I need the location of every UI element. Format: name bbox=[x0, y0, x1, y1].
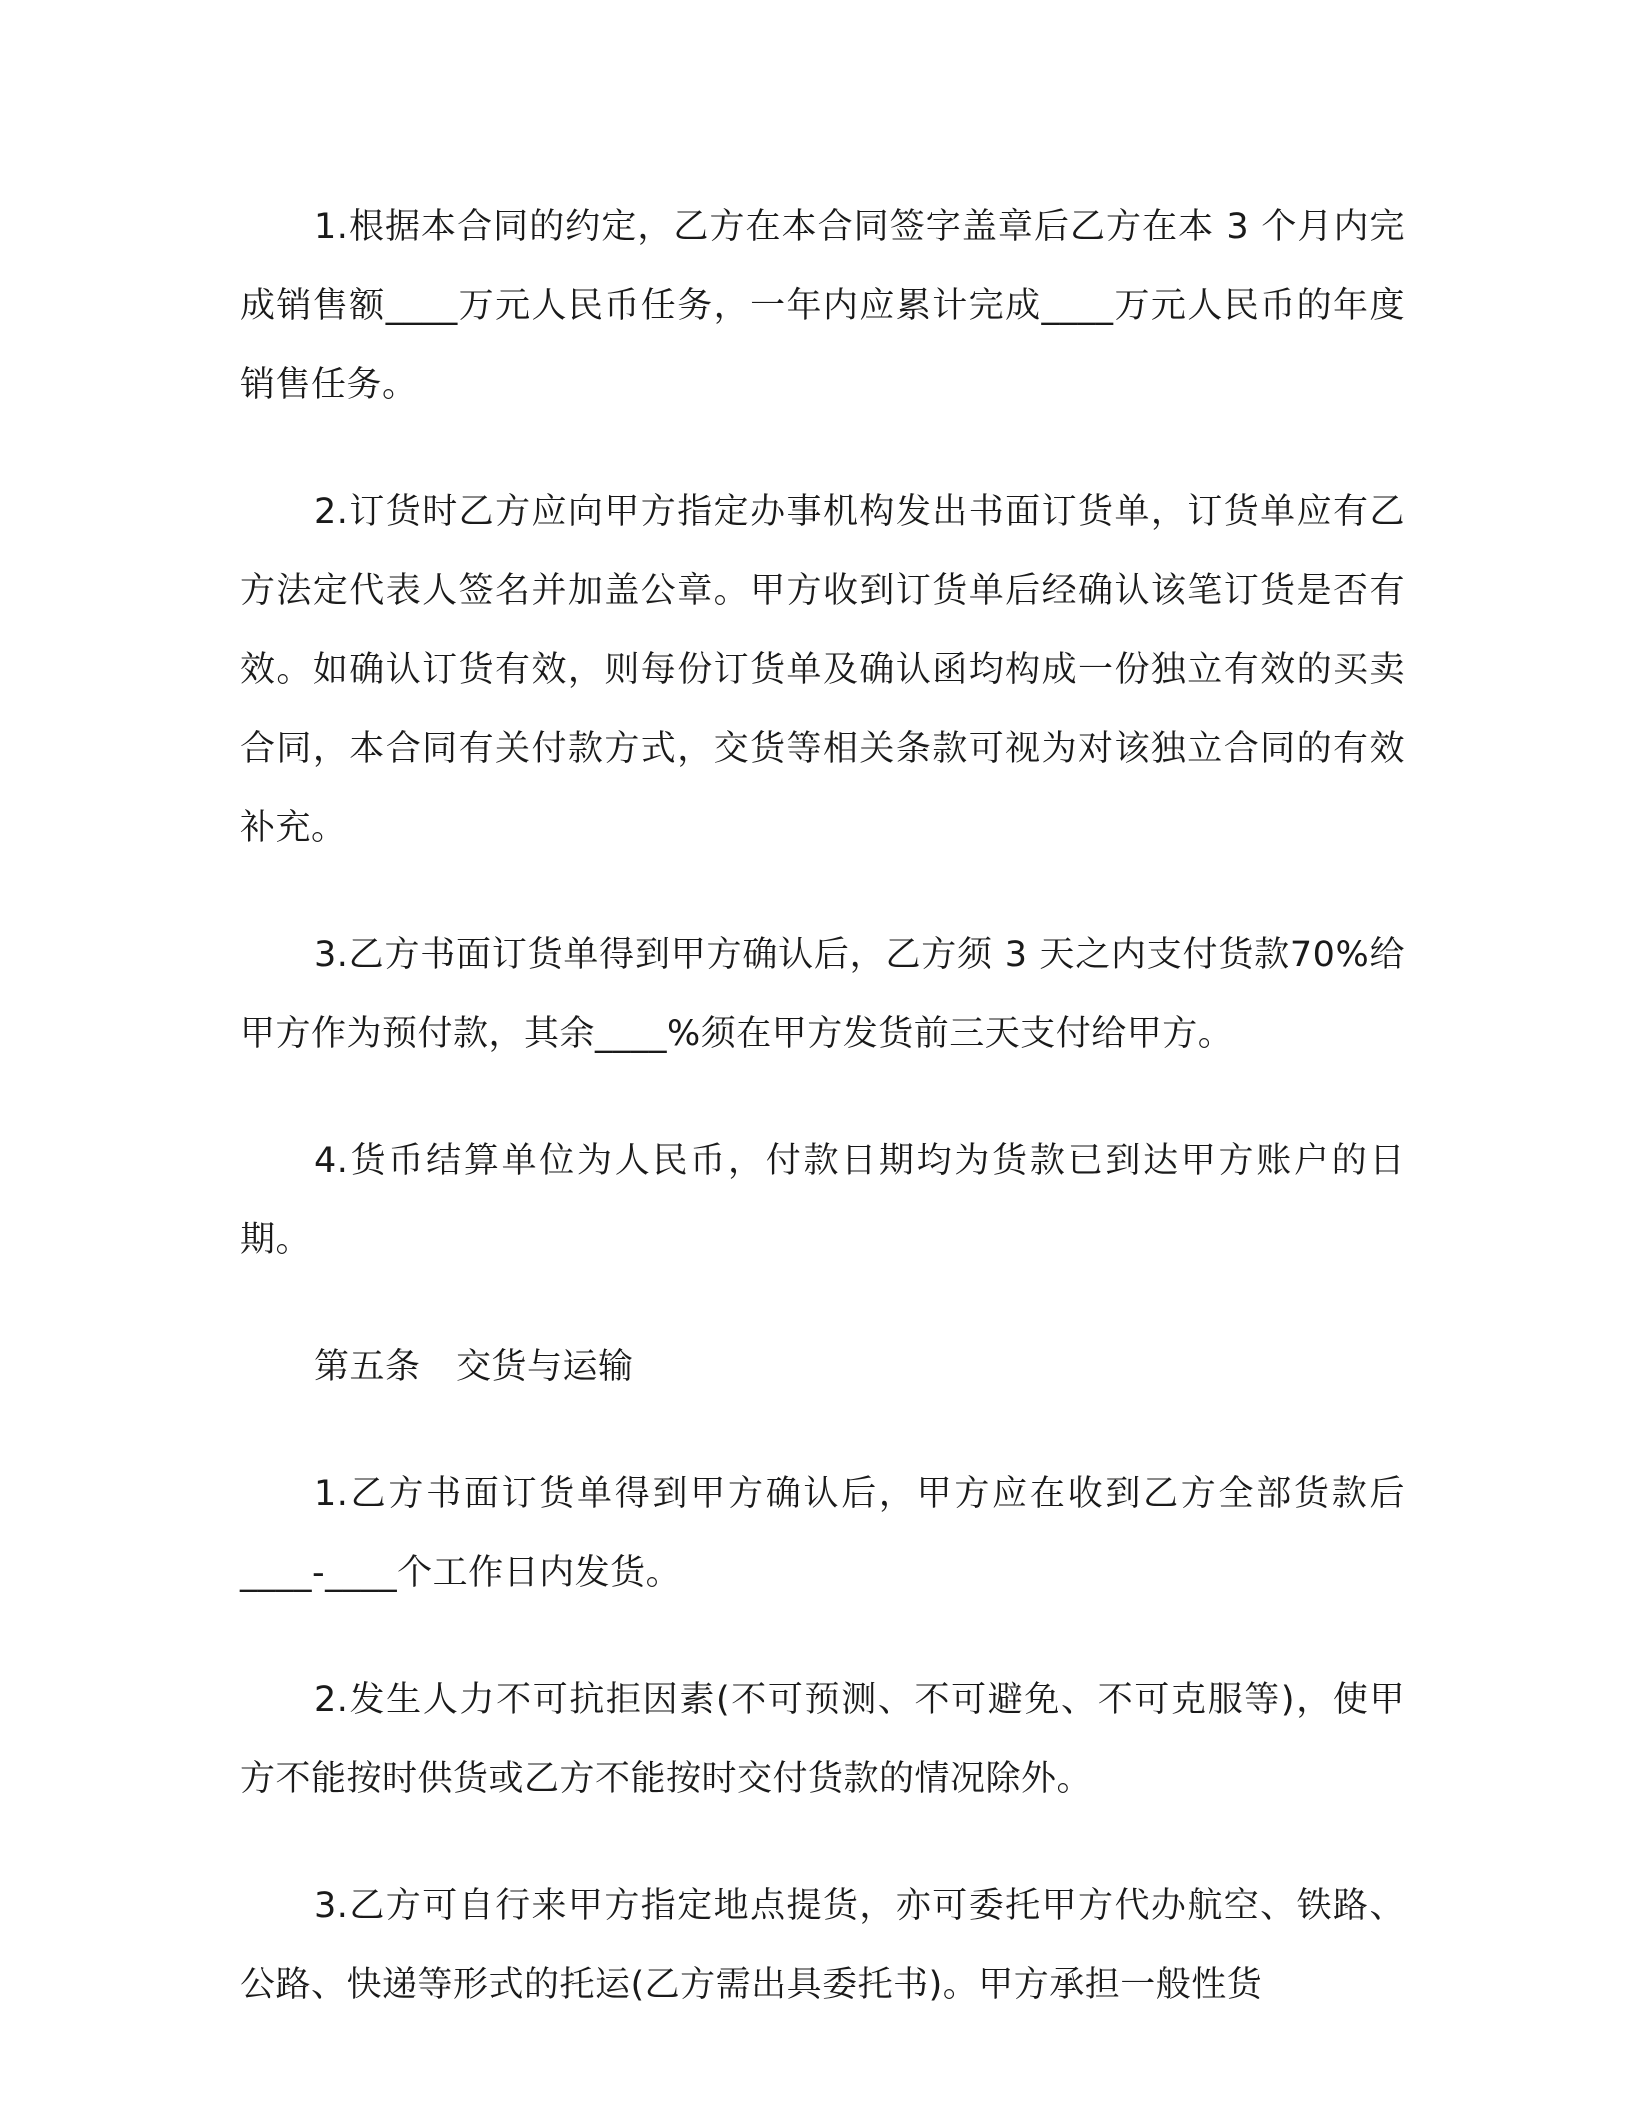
document-page bbox=[240, 188, 1405, 2025]
paragraph-pickup-shipping: 3.乙方可自行来甲方指定地点提货，亦可委托甲方代办航空、铁路、公路、快递等形式的托运(乙方需出具委托书)。甲方承担一般性货 bbox=[240, 1886, 1405, 2005]
paragraph-force-majeure: 2.发生人力不可抗拒因素(不可预测、不可避免、不可克服等)，使甲方不能按时供货或乙方不能按时交付货款的情况除外。 bbox=[240, 1680, 1405, 1799]
paragraph-delivery-time: 1.乙方书面订货单得到甲方确认后，甲方应在收到乙方全部货款后____-____个工作日内发货。 bbox=[240, 1474, 1405, 1593]
paragraph-prepayment: 3.乙方书面订货单得到甲方确认后，乙方须 3 天之内支付货款70%给甲方作为预付款，其余____%须在甲方发货前三天支付给甲方。 bbox=[240, 935, 1405, 1054]
paragraph-sales-target: 1.根据本合同的约定，乙方在本合同签字盖章后乙方在本 3 个月内完成销售额____万元人民币任务，一年内应累计完成____万元人民币的年度销售任务。 bbox=[240, 207, 1405, 405]
section-heading: 第五条 交货与运输 bbox=[314, 1347, 634, 1387]
paragraph-currency: 4.货币结算单位为人民币，付款日期均为货款已到达甲方账户的日期。 bbox=[240, 1141, 1405, 1260]
paragraph-order-process: 2.订货时乙方应向甲方指定办事机构发出书面订货单，订货单应有乙方法定代表人签名并加盖公章。甲方收到订货单后经确认该笔订货是否有效。如确认订货有效，则每份订货单及确认函均构成一份独立有效的买卖合同，本合同有关付款方式，交货等相关条款可视为对该独立合同的有效补充。 bbox=[240, 492, 1405, 848]
